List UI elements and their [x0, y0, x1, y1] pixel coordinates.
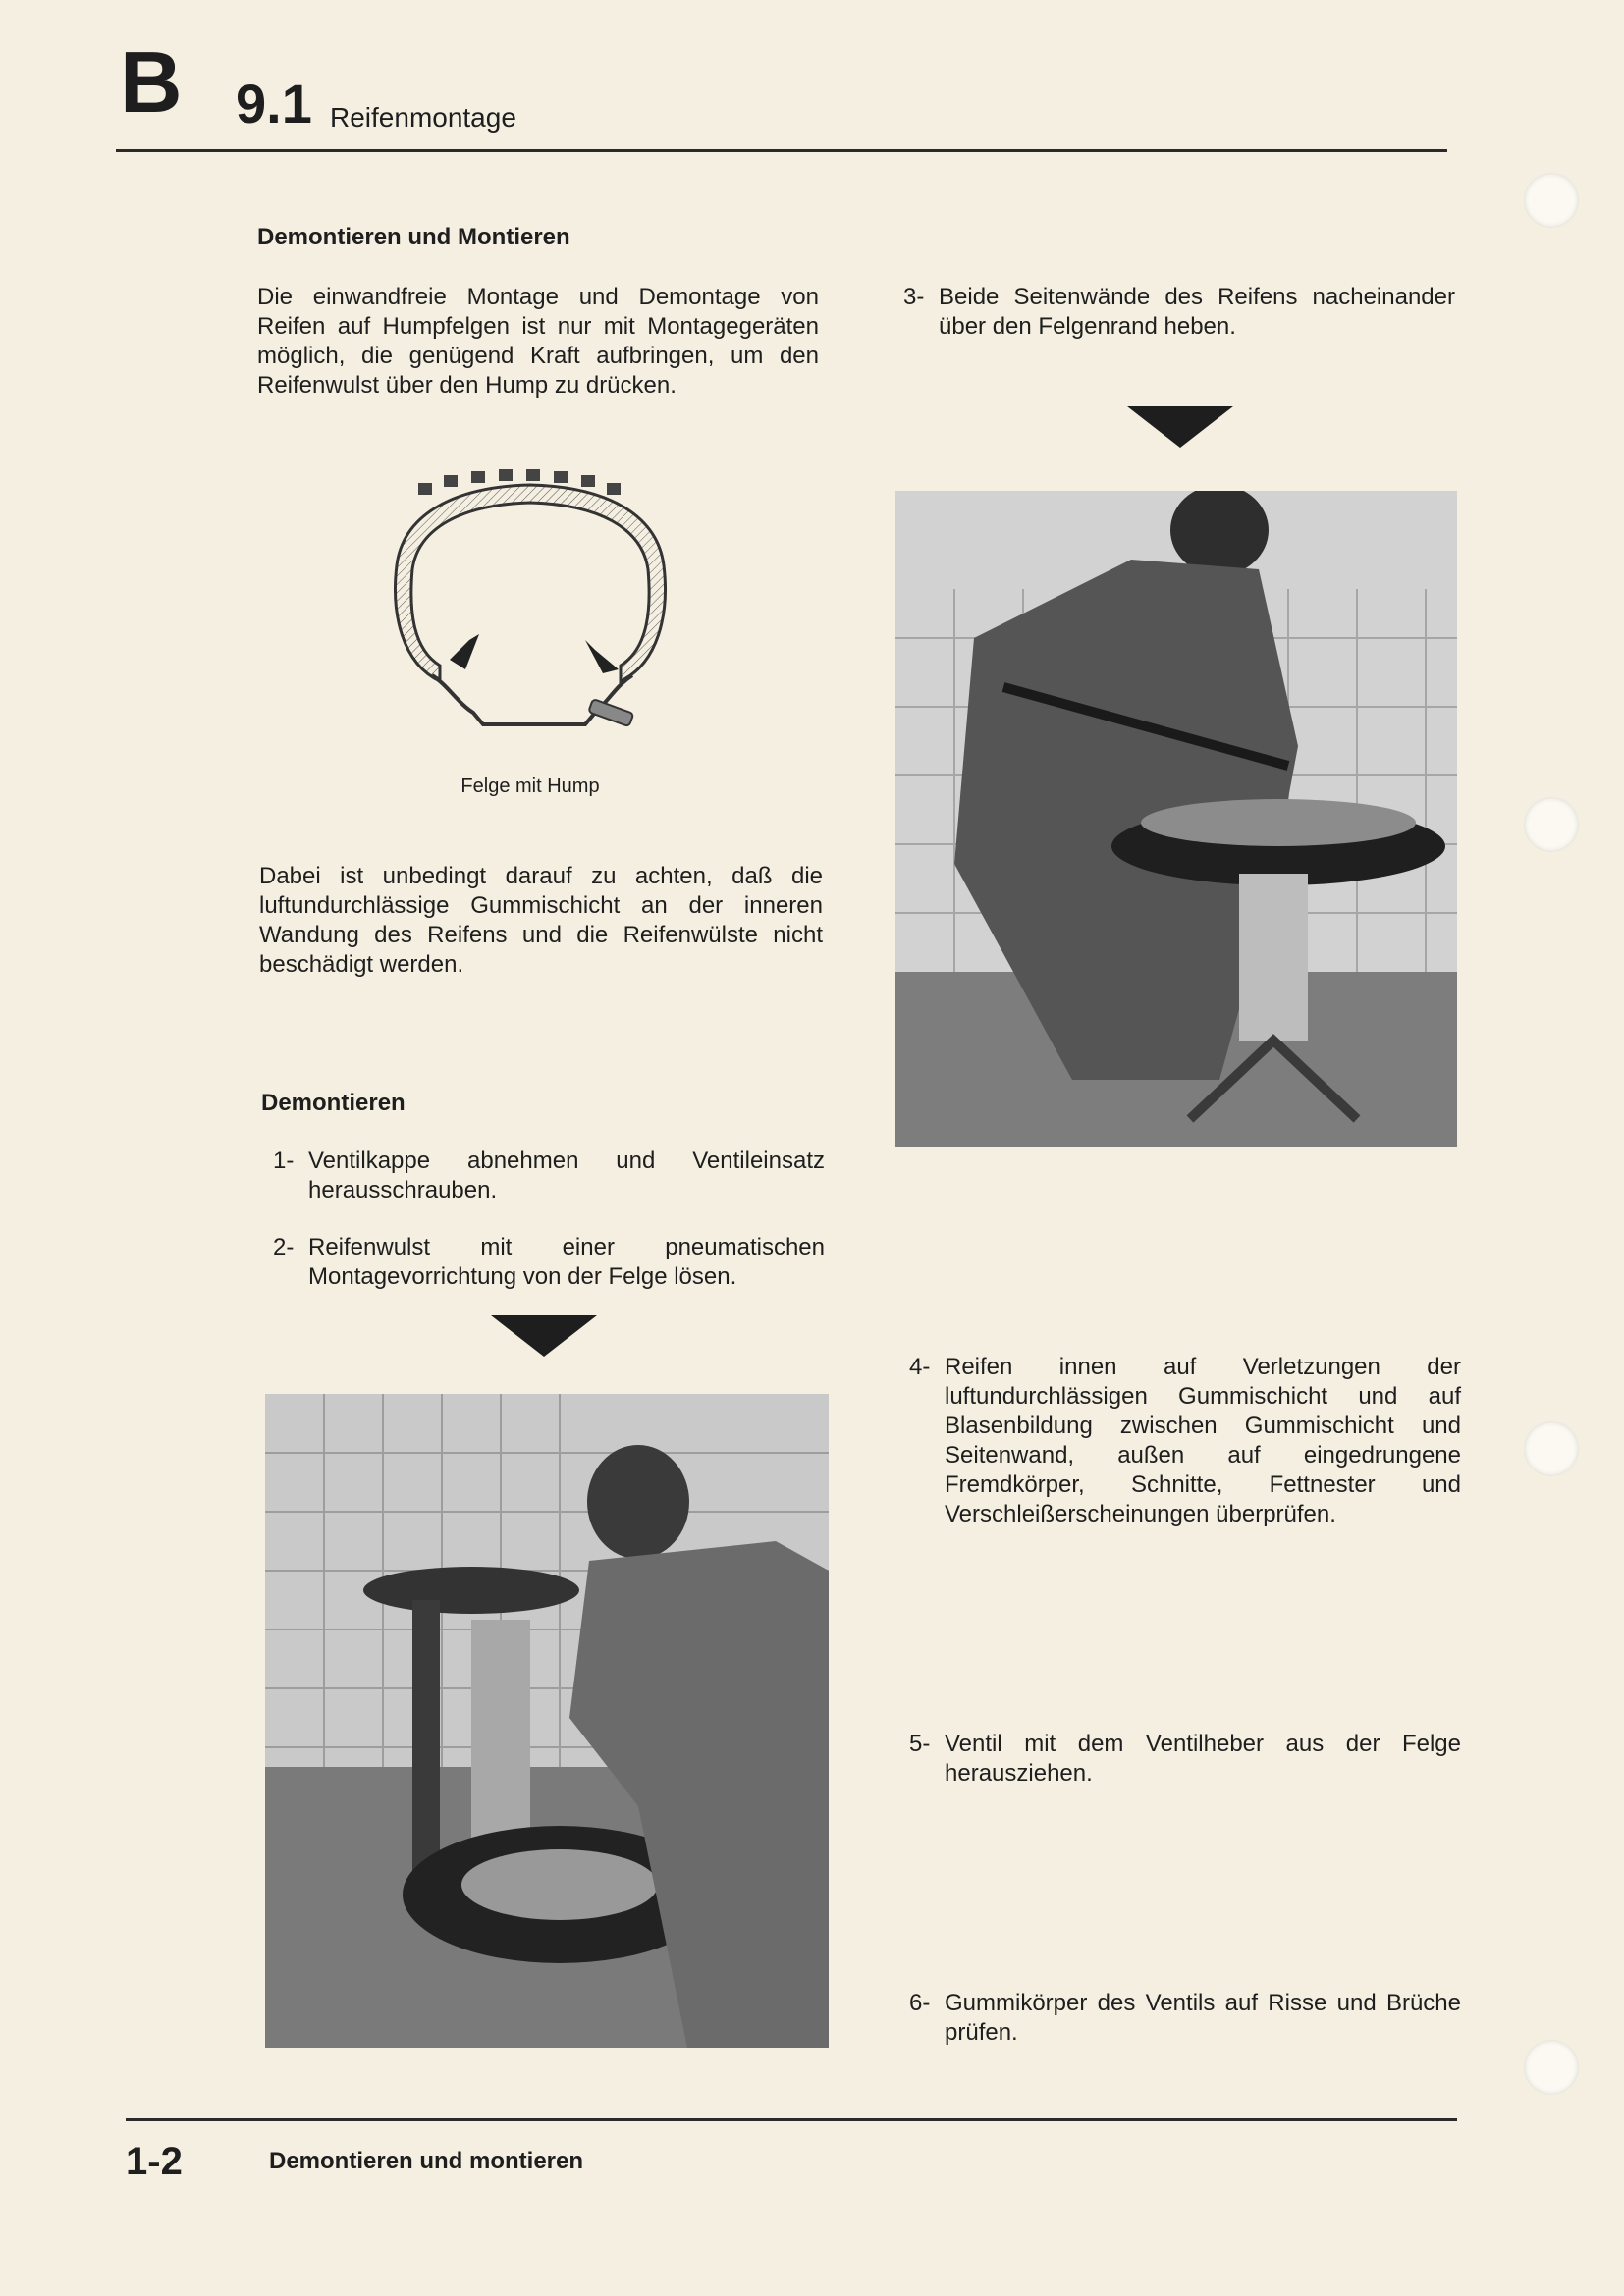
step-1: [273, 1147, 825, 1205]
section-title: Reifenmontage: [330, 102, 516, 133]
footer-title: Demontieren und montieren: [269, 2148, 584, 2174]
photo-bead-removal-image: [265, 1394, 829, 2048]
step-text: Gummikörper des Ventils auf Risse und Brüche prüfen.: [945, 1990, 1461, 2046]
intro-paragraph: Die einwandfreie Montage und Demontage von Reifen auf Humpfelgen ist nur mit Montagegeräten möglich, die genügend Kraft aufbringen, um den Reifenwulst über den Hump zu drücken.: [257, 284, 819, 399]
pointer-arrow-down-icon: [491, 1315, 597, 1357]
valve-icon: [588, 699, 633, 726]
step-5: [909, 1730, 1461, 1789]
punch-hole: [1524, 1421, 1579, 1476]
step-number: 3-: [903, 284, 925, 310]
note-paragraph: Dabei ist unbedingt darauf zu achten, daß die luftundurchlässige Gummischicht an der inneren Wandung des Reifens und die Reifenwülste nicht beschädigt werden.: [259, 863, 823, 978]
demontieren-heading: Demontieren: [261, 1090, 406, 1116]
step-number: 2-: [273, 1234, 295, 1260]
photo-sidewall-lift-image: [895, 491, 1457, 1147]
step-text: Reifen innen auf Verletzungen der luftundurchlässigen Gummischicht und auf Blasenbildung zwischen Gummischicht und Seitenwand, außen auf eingedrungene Fremdkörper, Schnitte, Fettnester und Verschleißerscheinungen überprüfen.: [945, 1354, 1461, 1527]
step-text: Beide Seitenwände des Reifens nacheinander über den Felgenrand heben.: [939, 284, 1455, 340]
step-3: [903, 283, 1455, 342]
punch-hole: [1524, 2040, 1579, 2095]
step-text: Reifenwulst mit einer pneumatischen Montagevorrichtung von der Felge lösen.: [308, 1234, 825, 1290]
intro-heading: Demontieren und Montieren: [257, 224, 570, 250]
page-number: 1-2: [126, 2140, 183, 2183]
step-text: Ventilkappe abnehmen und Ventileinsatz herausschrauben.: [308, 1148, 825, 1203]
rim-hump-diagram: [389, 467, 672, 748]
step-text: Ventil mit dem Ventilheber aus der Felge herausziehen.: [945, 1731, 1461, 1787]
step-number: 6-: [909, 1990, 931, 2016]
photo-bead-removal: [265, 1394, 829, 2048]
step-6: [909, 1989, 1461, 2048]
section-number: 9.1: [236, 73, 312, 134]
photo-sidewall-lift: [895, 491, 1457, 1147]
step-number: 1-: [273, 1148, 295, 1174]
step-number: 5-: [909, 1731, 931, 1757]
header-rule: [116, 149, 1447, 152]
footer-rule: [126, 2118, 1457, 2121]
hump-arrow-icon: [450, 634, 619, 673]
punch-hole: [1524, 173, 1579, 228]
step-4: [909, 1353, 1461, 1529]
chapter-letter: B: [120, 33, 183, 131]
punch-hole: [1524, 797, 1579, 852]
step-2: [273, 1233, 825, 1292]
step-number: 4-: [909, 1354, 931, 1380]
diagram-caption: Felge mit Hump: [460, 775, 600, 797]
pointer-arrow-down-icon: [1127, 406, 1233, 448]
